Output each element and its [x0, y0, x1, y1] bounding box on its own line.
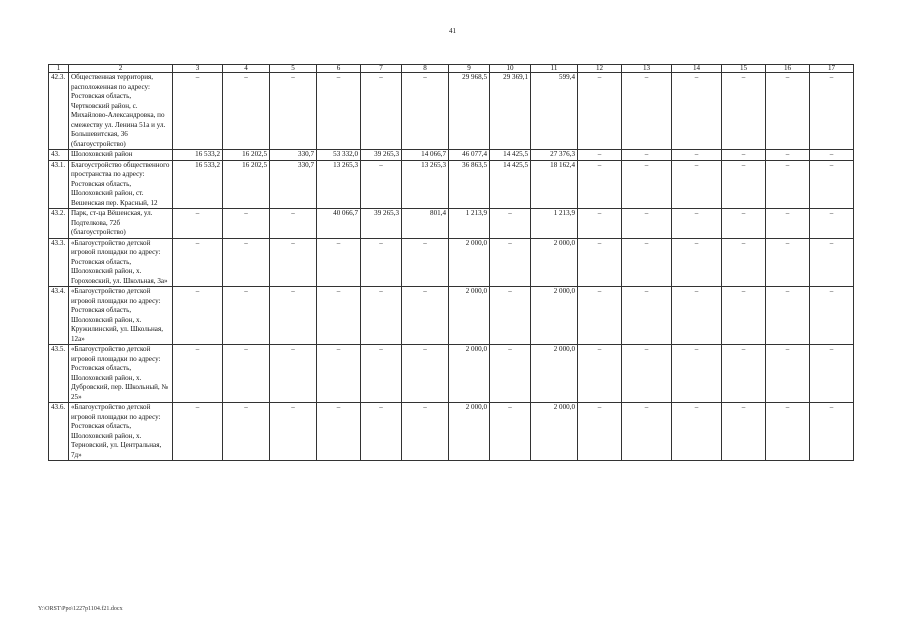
row-number: 43.5.: [49, 345, 69, 403]
value-cell: 40 066,7: [317, 209, 361, 239]
value-cell: –: [173, 209, 223, 239]
row-name: Шолоховский район: [69, 150, 173, 161]
value-cell: –: [270, 73, 317, 150]
value-cell: –: [622, 238, 672, 287]
value-cell: 2 000,0: [449, 287, 490, 345]
row-name: Парк, ст-ца Вёшенская, ул. Подтелкова, 72б (благоустройство): [69, 209, 173, 239]
value-cell: –: [810, 345, 854, 403]
value-cell: 27 376,3: [531, 150, 578, 161]
value-cell: 16 533,2: [173, 160, 223, 209]
header-cell: 7: [361, 65, 402, 73]
value-cell: 14 066,7: [402, 150, 449, 161]
value-cell: –: [810, 287, 854, 345]
value-cell: 29 369,1: [490, 73, 531, 150]
value-cell: –: [270, 238, 317, 287]
value-cell: –: [622, 150, 672, 161]
file-path-footer: Y:\ORST\Ppo\1227p1104.f21.docx: [38, 606, 123, 612]
header-cell: 11: [531, 65, 578, 73]
value-cell: –: [223, 238, 270, 287]
value-cell: –: [722, 287, 766, 345]
value-cell: –: [810, 403, 854, 461]
value-cell: 18 162,4: [531, 160, 578, 209]
table-row: [49, 160, 854, 209]
header-cell: 12: [578, 65, 622, 73]
value-cell: 599,4: [531, 73, 578, 150]
value-cell: –: [722, 73, 766, 150]
value-cell: –: [173, 238, 223, 287]
header-cell: 1: [49, 65, 69, 73]
value-cell: 29 968,5: [449, 73, 490, 150]
value-cell: –: [672, 238, 722, 287]
value-cell: –: [490, 238, 531, 287]
value-cell: 801,4: [402, 209, 449, 239]
value-cell: –: [578, 73, 622, 150]
value-cell: –: [173, 73, 223, 150]
header-cell: 8: [402, 65, 449, 73]
header-cell: 10: [490, 65, 531, 73]
value-cell: 2 000,0: [449, 345, 490, 403]
value-cell: –: [578, 345, 622, 403]
value-cell: –: [317, 287, 361, 345]
header-row: [49, 65, 854, 73]
value-cell: –: [722, 160, 766, 209]
table-row: [49, 209, 854, 239]
value-cell: –: [672, 73, 722, 150]
value-cell: –: [223, 287, 270, 345]
row-name: «Благоустройство детской игровой площадки по адресу: Ростовская область, Шолоховский район, х. Гороховский, ул. Школьная, 3а»: [69, 238, 173, 287]
page-number: 41: [449, 27, 456, 35]
value-cell: 39 265,3: [361, 150, 402, 161]
row-number: 42.3.: [49, 73, 69, 150]
value-cell: –: [766, 403, 810, 461]
value-cell: –: [766, 287, 810, 345]
value-cell: –: [578, 209, 622, 239]
table-row: [49, 73, 854, 150]
value-cell: –: [173, 287, 223, 345]
value-cell: –: [490, 287, 531, 345]
table-row: [49, 403, 854, 461]
value-cell: –: [317, 238, 361, 287]
table-header: [49, 65, 854, 73]
value-cell: 2 000,0: [531, 403, 578, 461]
value-cell: –: [672, 287, 722, 345]
row-number: 43.2.: [49, 209, 69, 239]
value-cell: –: [810, 238, 854, 287]
value-cell: –: [622, 345, 672, 403]
header-cell: 14: [672, 65, 722, 73]
value-cell: 330,7: [270, 150, 317, 161]
header-cell: 6: [317, 65, 361, 73]
value-cell: –: [672, 345, 722, 403]
header-cell: 15: [722, 65, 766, 73]
value-cell: 13 265,3: [402, 160, 449, 209]
value-cell: –: [722, 403, 766, 461]
row-number: 43.4.: [49, 287, 69, 345]
row-number: 43.1.: [49, 160, 69, 209]
value-cell: –: [317, 403, 361, 461]
value-cell: –: [490, 209, 531, 239]
value-cell: –: [402, 287, 449, 345]
value-cell: –: [810, 73, 854, 150]
value-cell: 330,7: [270, 160, 317, 209]
value-cell: –: [578, 150, 622, 161]
value-cell: –: [270, 209, 317, 239]
value-cell: 1 213,9: [531, 209, 578, 239]
value-cell: –: [173, 403, 223, 461]
value-cell: –: [578, 160, 622, 209]
value-cell: –: [361, 345, 402, 403]
value-cell: –: [766, 160, 810, 209]
value-cell: –: [722, 209, 766, 239]
value-cell: –: [578, 287, 622, 345]
value-cell: –: [810, 150, 854, 161]
value-cell: –: [810, 160, 854, 209]
value-cell: –: [223, 403, 270, 461]
row-number: 43.6.: [49, 403, 69, 461]
header-cell: 5: [270, 65, 317, 73]
value-cell: –: [361, 287, 402, 345]
value-cell: –: [402, 403, 449, 461]
value-cell: 2 000,0: [531, 287, 578, 345]
value-cell: –: [766, 209, 810, 239]
row-number: 43.: [49, 150, 69, 161]
value-cell: –: [766, 73, 810, 150]
row-number: 43.3.: [49, 238, 69, 287]
value-cell: –: [622, 287, 672, 345]
value-cell: 2 000,0: [531, 238, 578, 287]
value-cell: 14 425,5: [490, 160, 531, 209]
row-name: Благоустройство общественного пространства по адресу: Ростовская область, Шолоховский район, ст. Вешенская пер. Красный, 12: [69, 160, 173, 209]
value-cell: –: [622, 73, 672, 150]
value-cell: –: [490, 403, 531, 461]
header-cell: 16: [766, 65, 810, 73]
value-cell: –: [672, 209, 722, 239]
value-cell: –: [270, 287, 317, 345]
value-cell: 53 332,0: [317, 150, 361, 161]
header-cell: 2: [69, 65, 173, 73]
value-cell: –: [672, 150, 722, 161]
value-cell: –: [402, 73, 449, 150]
value-cell: –: [270, 345, 317, 403]
value-cell: 16 202,5: [223, 160, 270, 209]
table-row: [49, 345, 854, 403]
budget-table: [48, 64, 854, 461]
value-cell: –: [722, 238, 766, 287]
table-body: [49, 73, 854, 461]
value-cell: 14 425,5: [490, 150, 531, 161]
value-cell: –: [402, 345, 449, 403]
value-cell: –: [223, 73, 270, 150]
value-cell: –: [722, 345, 766, 403]
value-cell: –: [672, 403, 722, 461]
value-cell: 16 202,5: [223, 150, 270, 161]
value-cell: –: [766, 238, 810, 287]
value-cell: –: [810, 209, 854, 239]
value-cell: –: [223, 345, 270, 403]
value-cell: –: [722, 150, 766, 161]
value-cell: 2 000,0: [449, 403, 490, 461]
value-cell: 2 000,0: [531, 345, 578, 403]
value-cell: –: [766, 345, 810, 403]
value-cell: 13 265,3: [317, 160, 361, 209]
row-name: «Благоустройство детской игровой площадки по адресу: Ростовская область, Шолоховский район, х. Терновский, ул. Центральная, 7д»: [69, 403, 173, 461]
header-cell: 9: [449, 65, 490, 73]
value-cell: –: [766, 150, 810, 161]
value-cell: –: [622, 403, 672, 461]
row-name: «Благоустройство детской игровой площадки по адресу: Ростовская область, Шолоховский район, х. Дубровский, пер. Школьный, № 25»: [69, 345, 173, 403]
value-cell: –: [270, 403, 317, 461]
header-cell: 13: [622, 65, 672, 73]
value-cell: –: [578, 238, 622, 287]
row-name: «Благоустройство детской игровой площадки по адресу: Ростовская область, Шолоховский район, х. Кружилинский, ул. Школьная, 12а»: [69, 287, 173, 345]
value-cell: –: [223, 209, 270, 239]
value-cell: 1 213,9: [449, 209, 490, 239]
value-cell: –: [490, 345, 531, 403]
value-cell: –: [578, 403, 622, 461]
value-cell: –: [317, 345, 361, 403]
header-cell: 17: [810, 65, 854, 73]
value-cell: –: [173, 345, 223, 403]
value-cell: –: [361, 73, 402, 150]
value-cell: –: [622, 209, 672, 239]
table-row: [49, 287, 854, 345]
value-cell: –: [361, 238, 402, 287]
value-cell: –: [361, 160, 402, 209]
value-cell: –: [622, 160, 672, 209]
value-cell: 2 000,0: [449, 238, 490, 287]
value-cell: –: [361, 403, 402, 461]
header-cell: 3: [173, 65, 223, 73]
row-name: Общественная территория, расположенная по адресу: Ростовская область, Чертковский район, с. Михайлово-Александровка, по смежеству ул. Ленина 51а и ул. Большевитская, 36 (благоустройство): [69, 73, 173, 150]
value-cell: 16 533,2: [173, 150, 223, 161]
value-cell: 39 265,3: [361, 209, 402, 239]
table-row: [49, 150, 854, 161]
value-cell: –: [402, 238, 449, 287]
value-cell: –: [317, 73, 361, 150]
value-cell: 46 077,4: [449, 150, 490, 161]
table-row: [49, 238, 854, 287]
value-cell: 36 863,5: [449, 160, 490, 209]
value-cell: –: [672, 160, 722, 209]
header-cell: 4: [223, 65, 270, 73]
